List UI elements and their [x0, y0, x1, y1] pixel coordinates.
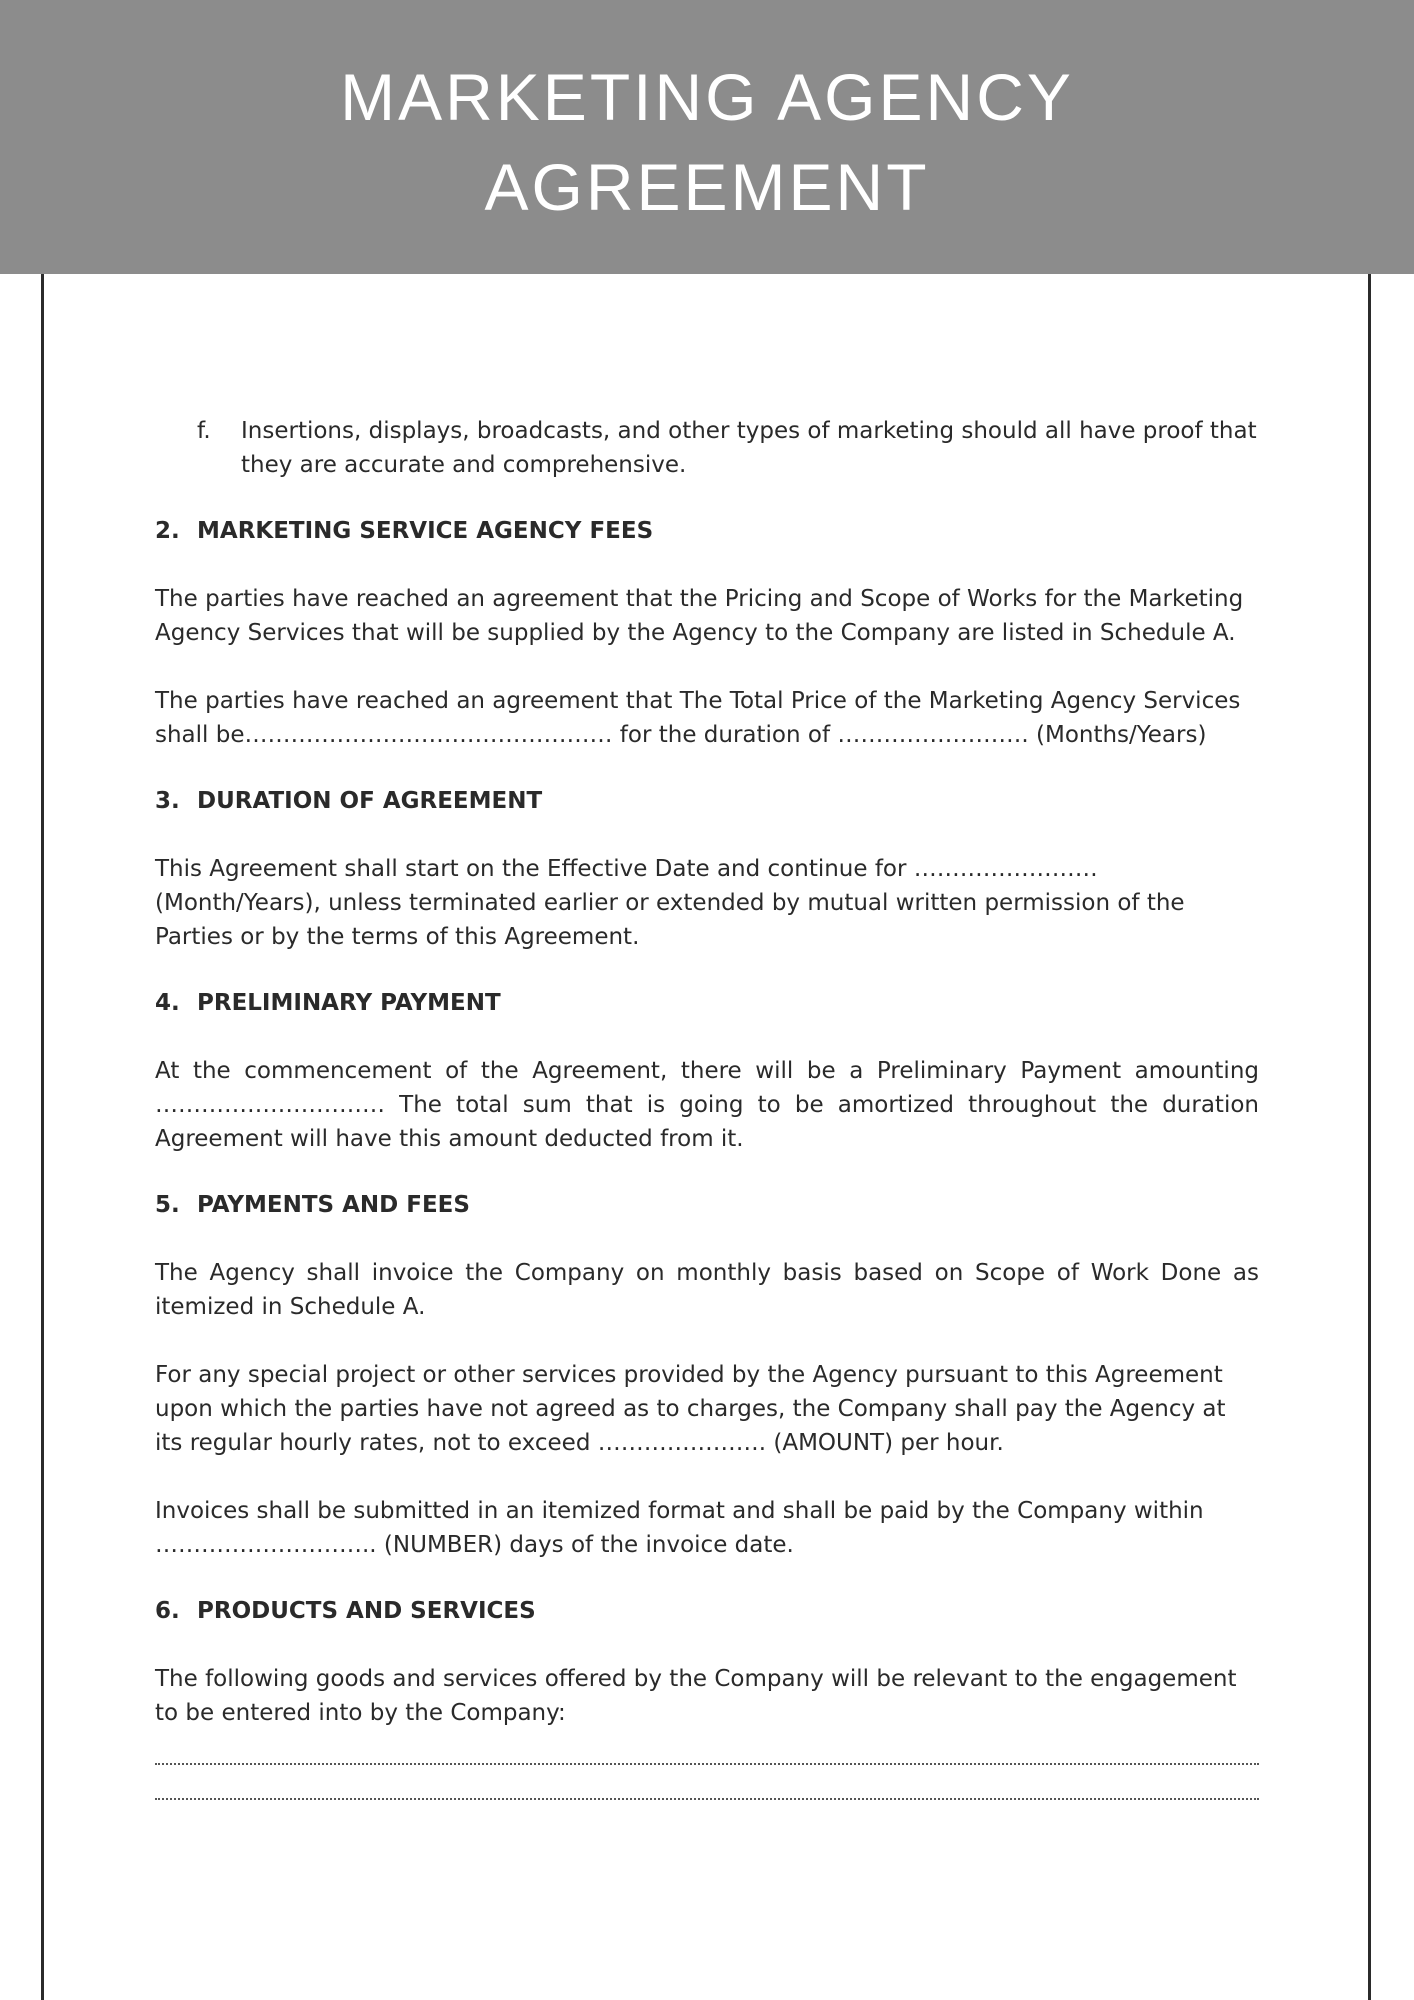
section-title: DURATION OF AGREEMENT — [197, 788, 543, 814]
section-heading-products — [155, 1594, 1259, 1628]
section-title: PRELIMINARY PAYMENT — [197, 990, 501, 1016]
section-heading-fees — [155, 514, 1259, 548]
section-number: 2. — [155, 518, 180, 544]
section-heading-preliminary-payment — [155, 986, 1259, 1020]
list-item-marker: f. — [197, 418, 211, 444]
blank-line — [155, 1768, 1259, 1800]
section-title: PAYMENTS AND FEES — [197, 1192, 470, 1218]
section-number: 5. — [155, 1192, 180, 1218]
paragraph: At the commencement of the Agreement, there will be a Preliminary Payment amounting ………………………… The total sum that is going to be amortized throughout the duration Agreement will have this amount deducted from it. — [155, 1058, 1259, 1152]
section-number: 3. — [155, 788, 180, 814]
paragraph: For any special project or other services provided by the Agency pursuant to this Agreement upon which the parties have not agreed as to charges, the Company shall pay the Agency at its regular hourly rates, not to exceed …………………. (AMOUNT) per hour. — [155, 1362, 1226, 1456]
section-number: 6. — [155, 1598, 180, 1624]
list-item-f — [155, 414, 1259, 482]
document-body — [155, 414, 1259, 1800]
section-title: MARKETING SERVICE AGENCY FEES — [197, 518, 654, 544]
section-number: 4. — [155, 990, 180, 1016]
title-line-2: AGREEMENT — [484, 150, 930, 224]
blank-fill-lines — [155, 1733, 1259, 1800]
paragraph: The parties have reached an agreement that the Pricing and Scope of Works for the Marketing Agency Services that will be supplied by the Agency to the Company are listed in Schedule A. — [155, 586, 1244, 646]
paragraph: This Agreement shall start on the Effective Date and continue for …………………… (Month/Years), unless terminated earlier or extended by mutual written permission of the Parties or by the terms of this Agreement. — [155, 856, 1185, 950]
section-heading-payments — [155, 1188, 1259, 1222]
paragraph: The Agency shall invoice the Company on monthly basis based on Scope of Work Done as itemized in Schedule A. — [155, 1260, 1259, 1320]
section-title: PRODUCTS AND SERVICES — [197, 1598, 536, 1624]
paragraph: The parties have reached an agreement that The Total Price of the Marketing Agency Services shall be………………………………………… for the duration of ……………………. (Months/Years) — [155, 688, 1241, 748]
list-item-text: Insertions, displays, broadcasts, and other types of marketing should all have proof that they are accurate and comprehensive. — [241, 418, 1257, 478]
title-banner — [0, 0, 1414, 274]
blank-line — [155, 1733, 1259, 1765]
section-heading-duration — [155, 784, 1259, 818]
paragraph: The following goods and services offered by the Company will be relevant to the engagement to be entered into by the Company: — [155, 1666, 1237, 1726]
title-line-1: MARKETING AGENCY — [340, 60, 1074, 134]
paragraph: Invoices shall be submitted in an itemized format and shall be paid by the Company within ……………………….. (NUMBER) days of the invoice date. — [155, 1498, 1204, 1558]
